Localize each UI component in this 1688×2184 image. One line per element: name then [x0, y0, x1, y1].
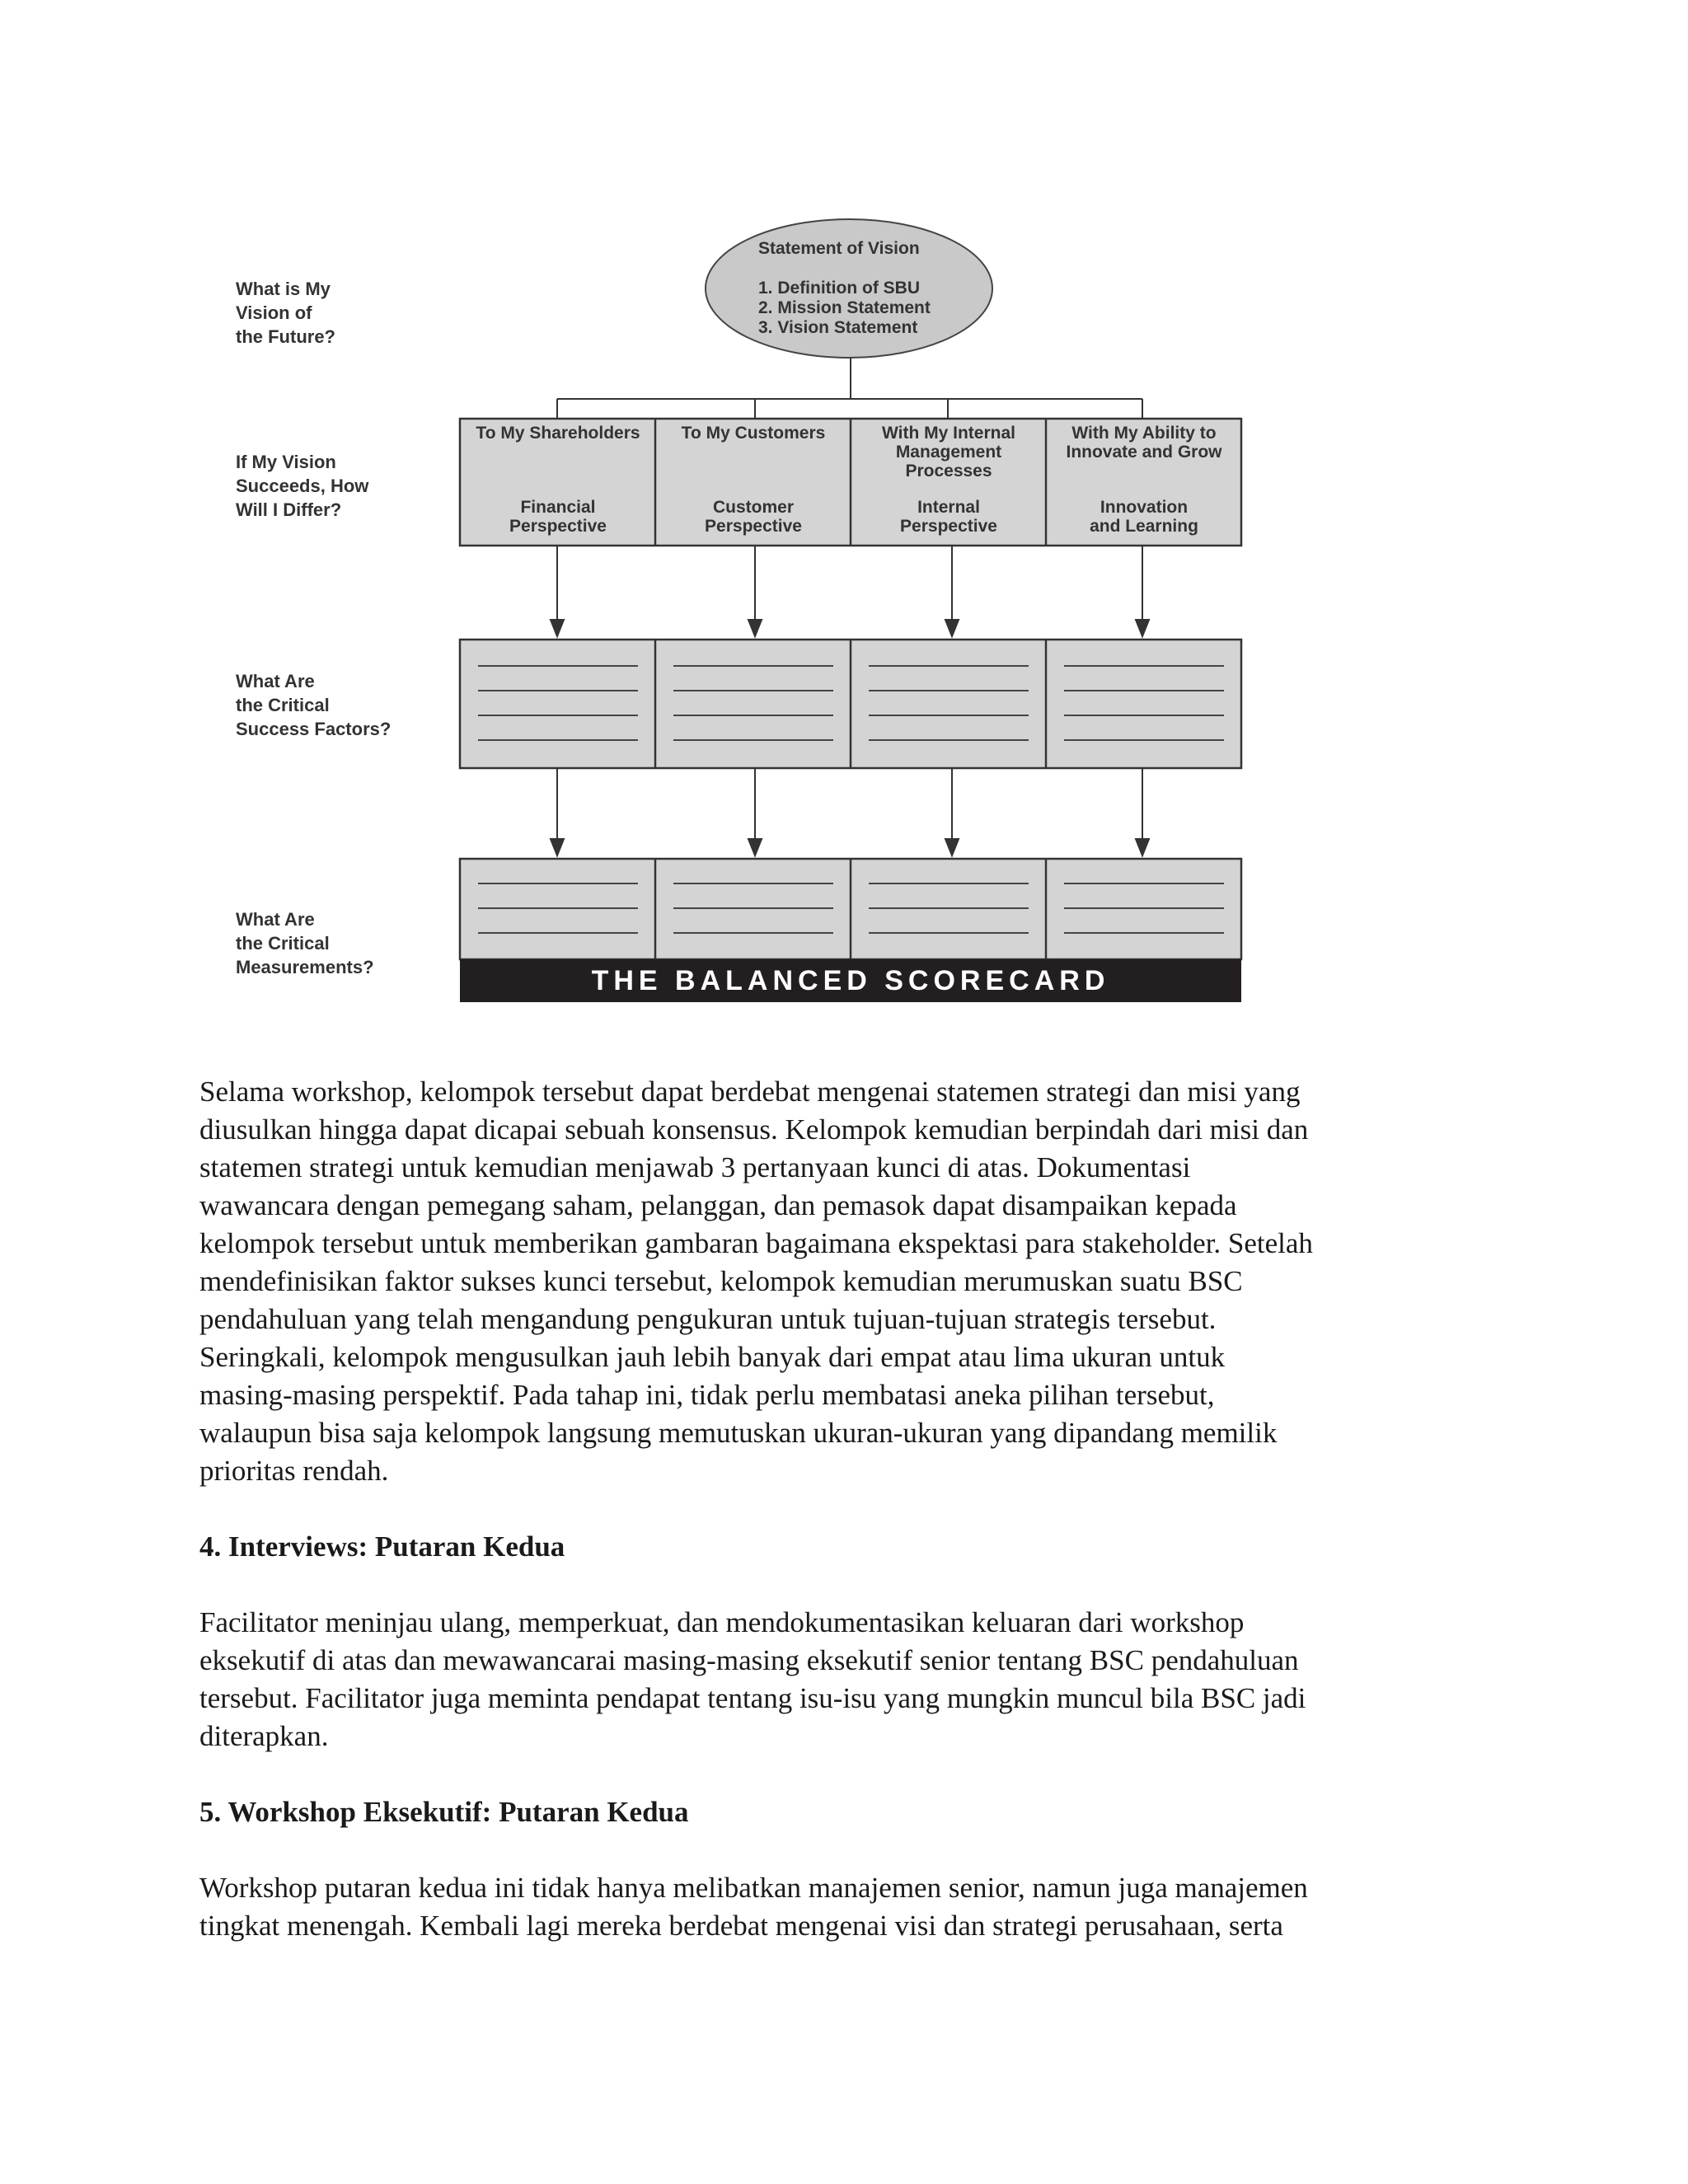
vision-item-1: 1. Definition of SBU: [758, 279, 920, 298]
paragraph-line: statemen strategi untuk kemudian menjawab 3 pertanyaan kunci di atas. Dokumentasi: [199, 1151, 1191, 1183]
vision-item-2: 2. Mission Statement: [758, 298, 931, 317]
paragraph-line: masing-masing perspektif. Pada tahap ini, tidak perlu membatasi aneka pilihan tersebut,: [199, 1379, 1215, 1411]
perspective-3-to: With My Internal Management Processes: [882, 424, 1015, 480]
question-differ: If My Vision Succeeds, How Will I Differ?: [236, 452, 369, 520]
paragraph-line: diusulkan hingga dapat dicapai sebuah konsensus. Kelompok kemudian berpindah dari misi dan: [199, 1113, 1309, 1146]
perspective-2-name: Customer Perspective: [705, 498, 802, 536]
paragraph-line: Facilitator meninjau ulang, memperkuat, dan mendokumentasikan keluaran dari workshop: [199, 1606, 1245, 1638]
paragraph-line: pendahuluan yang telah mengandung pengukuran untuk tujuan-tujuan strategis tersebut.: [199, 1303, 1217, 1335]
paragraph-line: tingkat menengah. Kembali lagi mereka berdebat mengenai visi dan strategi perusahaan, serta: [199, 1910, 1283, 1942]
paragraph-interviews: [199, 1604, 1490, 1755]
perspective-4-to: With My Ability to Innovate and Grow: [1066, 424, 1222, 462]
arrows-to-factors: [551, 546, 1149, 636]
vision-item-3: 3. Vision Statement: [758, 318, 918, 337]
question-measurements: What Are the Critical Measurements?: [236, 909, 374, 977]
perspective-1-to: To My Shareholders: [476, 424, 640, 443]
paragraph-line: Seringkali, kelompok mengusulkan jauh lebih banyak dari empat atau lima ukuran untuk: [199, 1341, 1226, 1373]
section-heading-5: 5. Workshop Eksekutif: Putaran Kedua: [199, 1796, 689, 1828]
paragraph-line: prioritas rendah.: [199, 1455, 389, 1487]
question-success-factors: What Are the Critical Success Factors?: [236, 671, 392, 739]
paragraph-line: kelompok tersebut untuk memberikan gambaran bagaimana ekspektasi para stakeholder. Setelah: [199, 1227, 1313, 1259]
paragraph-line: diterapkan.: [199, 1720, 329, 1752]
paragraph-line: Selama workshop, kelompok tersebut dapat berdebat mengenai statemen strategi dan misi yang: [199, 1076, 1301, 1108]
paragraph-line: tersebut. Facilitator juga meminta pendapat tentang isu-isu yang mungkin muncul bila BSC jadi: [199, 1682, 1306, 1714]
paragraph-line: eksekutif di atas dan mewawancarai masing-masing eksekutif senior tentang BSC pendahuluan: [199, 1644, 1299, 1676]
perspective-2-to: To My Customers: [681, 424, 826, 443]
paragraph-line: Workshop putaran kedua ini tidak hanya melibatkan manajemen senior, namun juga manajemen: [199, 1872, 1308, 1904]
arrows-to-measurements: [551, 768, 1149, 855]
perspective-4-name: Innovation and Learning: [1090, 498, 1198, 536]
vision-title: Statement of Vision: [758, 239, 920, 258]
paragraph-workshop: [199, 1073, 1490, 1490]
paragraph-workshop-second: [199, 1869, 1490, 1945]
paragraph-line: wawancara dengan pemegang saham, pelanggan, dan pemasok dapat disampaikan kepada: [199, 1189, 1237, 1221]
document-body: [199, 1073, 1490, 1945]
balanced-scorecard-banner: THE BALANCED SCORECARD: [460, 959, 1241, 1002]
perspective-3-name: Internal Perspective: [900, 498, 997, 536]
paragraph-line: mendefinisikan faktor sukses kunci tersebut, kelompok kemudian merumuskan suatu BSC: [199, 1265, 1243, 1297]
balanced-scorecard-diagram: [0, 0, 1688, 1022]
perspective-1-name: Financial Perspective: [509, 498, 607, 536]
question-vision: What is My Vision of the Future?: [236, 279, 335, 347]
paragraph-line: walaupun bisa saja kelompok langsung memutuskan ukuran-ukuran yang dipandang memilik: [199, 1417, 1278, 1449]
section-heading-4: 4. Interviews: Putaran Kedua: [199, 1530, 565, 1563]
